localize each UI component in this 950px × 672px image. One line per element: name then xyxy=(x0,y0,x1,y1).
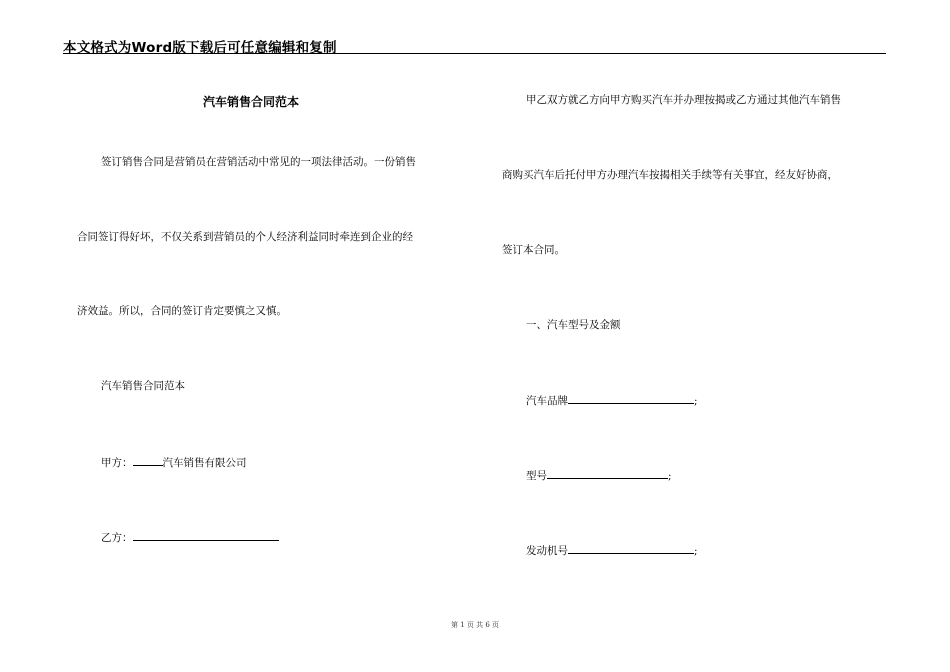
brand-label: 汽车品牌 xyxy=(526,395,568,407)
model-blank xyxy=(547,467,668,479)
agreement-line-1: 甲乙双方就乙方向甲方购买汽车并办理按揭或乙方通过其他汽车销售 xyxy=(526,94,841,106)
model-label: 型号 xyxy=(526,470,547,482)
engine-row xyxy=(526,542,698,558)
party-b-row xyxy=(101,529,279,545)
download-banner: 本文格式为Word版下载后可任意编辑和复制 xyxy=(63,40,337,56)
intro-line-1: 签订销售合同是营销员在营销活动中常见的一项法律活动。一份销售 xyxy=(101,156,416,168)
agreement-line-3: 签订本合同。 xyxy=(502,244,565,256)
brand-blank xyxy=(568,392,694,404)
brand-terminator: ; xyxy=(694,395,698,407)
agreement-line-2: 商购买汽车后托付甲方办理汽车按揭相关手续等有关事宜，经友好协商， xyxy=(502,169,838,181)
contract-subtitle: 汽车销售合同范本 xyxy=(101,380,185,392)
party-a-label: 甲方： xyxy=(101,457,133,469)
intro-line-3: 济效益。所以，合同的签订肯定要慎之又慎。 xyxy=(77,305,287,317)
engine-label: 发动机号 xyxy=(526,545,568,557)
party-a-company: 汽车销售有限公司 xyxy=(162,457,247,469)
document-title: 汽车销售合同范本 xyxy=(203,95,300,109)
party-a-row xyxy=(101,454,247,470)
model-terminator: ; xyxy=(668,470,672,482)
party-a-blank xyxy=(133,454,163,466)
banner-divider xyxy=(63,53,886,54)
engine-terminator: ; xyxy=(694,545,698,557)
brand-row xyxy=(526,392,698,408)
section-1-heading: 一、汽车型号及金额 xyxy=(526,319,621,331)
engine-blank xyxy=(568,542,694,554)
party-b-blank xyxy=(133,529,279,541)
intro-line-2: 合同签订得好坏，不仅关系到营销员的个人经济利益同时牵连到企业的经 xyxy=(77,231,413,243)
model-row xyxy=(526,467,672,483)
page-indicator: 第 1 页 共 6 页 xyxy=(450,621,500,629)
party-b-label: 乙方： xyxy=(101,532,133,544)
